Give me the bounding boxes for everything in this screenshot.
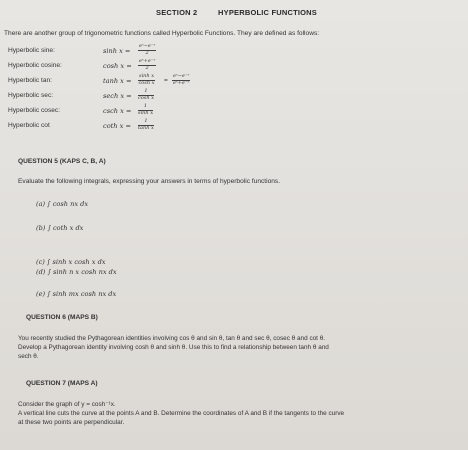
definition-fraction xyxy=(138,74,155,86)
question-5a: (a) ∫ cosh nx dx xyxy=(36,200,89,208)
question-5e: (e) ∫ sinh mx cosh nx dx xyxy=(36,290,117,298)
fraction-denominator: 2 xyxy=(145,49,149,56)
fraction-denominator: eˣ+e⁻ˣ xyxy=(173,79,190,86)
section-label: SECTION 2 xyxy=(156,8,198,17)
question-6-text xyxy=(18,334,458,361)
definition-name: Hyperbolic cosec: xyxy=(8,107,61,114)
question-7-line: at these two points are perpendicular. xyxy=(18,419,125,426)
question-6-line: You recently studied the Pythagorean identities involving cos θ and sin θ, tan θ and sec θ, cosec θ and cot θ. xyxy=(18,335,326,342)
definition-lhs: csch x = xyxy=(103,107,132,115)
fraction-numerator: eˣ−e⁻ˣ xyxy=(173,73,190,79)
definition-lhs: cosh x = xyxy=(103,62,132,70)
fraction-denominator: cosh x xyxy=(138,94,155,101)
intro-text: There are another group of trigonometric functions called Hyperbolic Functions. They are defined as follows: xyxy=(4,30,320,37)
question-7-text xyxy=(18,400,458,427)
question-7-line: A vertical line cuts the curve at the points A and B. Determine the coordinates of A and B if the tangents to the curve xyxy=(18,410,345,417)
fraction-numerator: 1 xyxy=(138,89,154,96)
definition-lhs: tanh x = xyxy=(103,77,132,85)
question-5b: (b) ∫ coth x dx xyxy=(36,224,84,232)
fraction-numerator: eˣ−e⁻ˣ xyxy=(139,43,156,49)
definition-name: Hyperbolic cosine: xyxy=(8,62,62,69)
definition-name: Hyperbolic cot xyxy=(8,122,50,129)
fraction-numerator: sinh x xyxy=(139,73,155,79)
definition-row xyxy=(8,44,228,59)
question-5-instruction: Evaluate the following integrals, expressing your answers in terms of hyperbolic functions. xyxy=(18,178,281,185)
question-6-title: QUESTION 6 (MAPS B) xyxy=(26,314,98,321)
fraction-denominator: 2 xyxy=(145,64,149,71)
question-5c: (c) ∫ sinh x cosh x dx xyxy=(36,258,106,266)
definition-row xyxy=(8,89,228,104)
fraction-denominator: cosh x xyxy=(138,79,155,86)
definition-name: Hyperbolic sine: xyxy=(8,47,55,54)
fraction-numerator: 1 xyxy=(138,119,154,126)
definition-lhs: coth x = xyxy=(103,122,131,130)
definition-row xyxy=(8,104,228,119)
definition-fraction-exp xyxy=(172,74,190,86)
fraction-denominator: tanh x xyxy=(138,124,154,131)
definition-fraction xyxy=(138,89,154,101)
topic-title: HYPERBOLIC FUNCTIONS xyxy=(218,8,318,17)
question-5d: (d) ∫ sinh n x cosh nx dx xyxy=(36,268,117,276)
question-6-line: sech θ. xyxy=(18,353,39,360)
fraction-denominator: sinh x xyxy=(138,109,154,116)
definition-fraction xyxy=(138,59,156,71)
definition-row xyxy=(8,59,228,74)
definition-fraction xyxy=(138,119,154,131)
question-5-title: QUESTION 5 (KAPS C, B, A) xyxy=(18,158,106,165)
definition-lhs: sech x = xyxy=(103,92,132,100)
question-7-line: Consider the graph of y = cosh⁻¹x. xyxy=(18,401,116,408)
question-7-title: QUESTION 7 (MAPS A) xyxy=(26,380,98,387)
definition-row xyxy=(8,119,228,134)
equals-sign: = xyxy=(164,77,168,84)
definition-lhs: sinh x = xyxy=(103,47,131,55)
definition-fraction xyxy=(138,44,156,56)
fraction-numerator: eˣ+e⁻ˣ xyxy=(139,58,156,64)
fraction-numerator: 1 xyxy=(138,104,153,111)
definitions-table xyxy=(8,44,228,134)
definition-fraction xyxy=(138,104,153,116)
question-6-line: Develop a Pythagorean identity involving cosh θ and sinh θ. Use this to find a relationship between tanh θ and xyxy=(18,344,329,351)
definition-name: Hyperbolic sec: xyxy=(8,92,54,99)
definition-row xyxy=(8,74,228,89)
definition-name: Hyperbolic tan: xyxy=(8,77,52,84)
